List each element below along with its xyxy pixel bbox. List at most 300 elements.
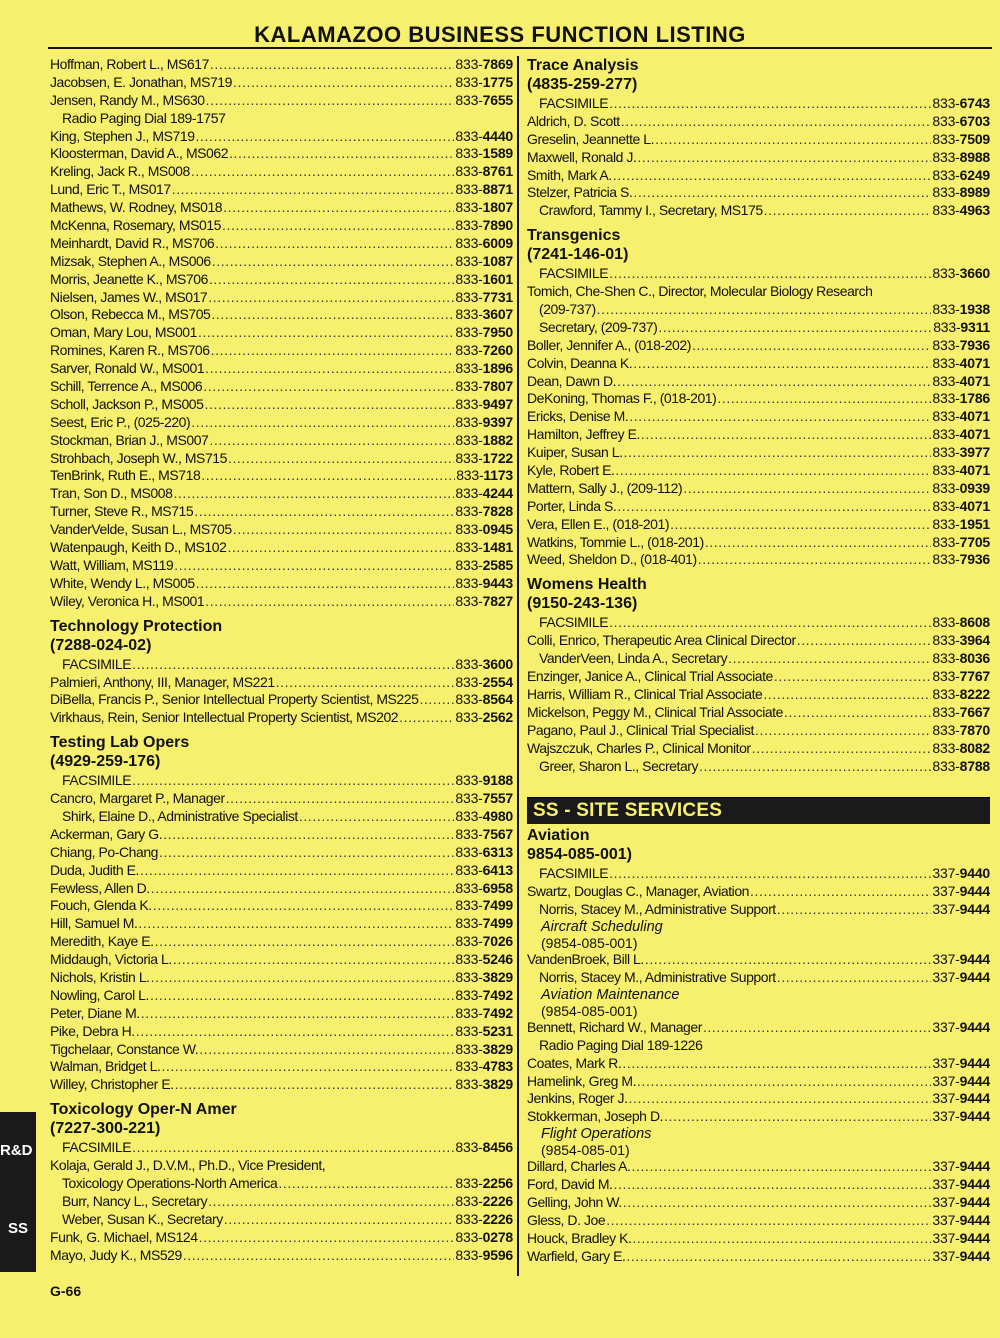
phone-number: 6743 (959, 95, 990, 111)
dot-leader (699, 758, 931, 776)
phone-prefix: 833- (455, 413, 483, 430)
dot-leader (597, 301, 932, 319)
dot-leader (183, 1247, 455, 1265)
dot-leader (208, 289, 454, 307)
dot-leader (161, 1058, 454, 1076)
entry-name: Bennett, Richard W., Manager (527, 1018, 702, 1035)
entry-phone (455, 539, 513, 557)
phone-prefix: 337- (932, 968, 960, 985)
dot-leader (205, 593, 454, 611)
entry-name: Nichols, Kristin L. (50, 968, 150, 985)
phone-number: 2226 (482, 1192, 513, 1209)
directory-entry (50, 414, 513, 432)
entry-name: Romines, Karen R., MS706 (50, 342, 210, 359)
entry-name: Harris, William R., Clinical Trial Associate (527, 685, 763, 702)
entry-phone (455, 199, 513, 217)
entry-phone (455, 1076, 513, 1094)
entry-phone (455, 485, 513, 503)
directory-entry (50, 691, 513, 709)
entry-phone (455, 772, 513, 790)
directory-entry (527, 390, 990, 408)
entry-name: Pagano, Paul J., Clinical Trial Specialist (527, 721, 754, 738)
entry-note: Radio Paging Dial 189-1226 (539, 1036, 703, 1053)
entry-phone (455, 360, 513, 378)
phone-prefix: 833- (455, 790, 483, 807)
phone-prefix: 833- (455, 56, 483, 72)
dot-leader (764, 202, 932, 220)
phone-number: 8788 (959, 757, 990, 774)
dot-leader (752, 740, 932, 758)
phone-prefix: 833- (455, 574, 483, 591)
phone-number: 2562 (482, 709, 513, 726)
directory-entry (527, 184, 990, 202)
entry-name: Secretary, (209-737) (539, 318, 658, 335)
entry-name: Watt, William, MS119 (50, 556, 174, 573)
directory-entry (527, 319, 990, 337)
phone-number: 7828 (482, 503, 513, 520)
phone-prefix: 833- (455, 163, 483, 180)
entry-name: Duda, Judith E. (50, 861, 139, 878)
dot-leader (637, 149, 931, 167)
phone-number: 3829 (482, 1040, 513, 1057)
dot-leader (203, 378, 454, 396)
directory-entry (527, 722, 990, 740)
phone-prefix: 833- (455, 270, 483, 287)
entry-name: Watenpaugh, Keith D., MS102 (50, 539, 227, 556)
phone-prefix: 833- (456, 467, 484, 484)
entry-phone (455, 1139, 513, 1157)
directory-entry (527, 901, 990, 919)
entry-name: FACSIMILE (539, 95, 609, 111)
phone-prefix: 833- (455, 709, 483, 726)
directory-entry (527, 265, 990, 283)
entry-phone (455, 306, 513, 324)
phone-prefix: 833- (455, 951, 483, 968)
phone-number: 9188 (482, 772, 513, 789)
entry-phone (932, 951, 990, 969)
phone-number: 7492 (482, 1004, 513, 1021)
phone-number: 7705 (959, 533, 990, 550)
phone-prefix: 833- (932, 479, 960, 496)
entry-phone (455, 987, 513, 1005)
entry-phone (932, 1055, 990, 1073)
entry-phone (455, 217, 513, 235)
phone-number: 8871 (482, 181, 513, 198)
directory-entry (50, 450, 513, 468)
phone-prefix: 833- (455, 360, 483, 377)
directory-entry (527, 534, 990, 552)
dot-leader (717, 390, 931, 408)
dot-leader (208, 1193, 454, 1211)
phone-number: 4071 (959, 408, 990, 425)
phone-number: 1786 (959, 390, 990, 407)
phone-prefix: 833- (455, 772, 483, 789)
entry-name: McKenna, Rosemary, MS015 (50, 217, 222, 234)
phone-prefix: 833- (932, 112, 960, 129)
entry-name: Seest, Eric P., (025-220) (50, 413, 191, 430)
phone-number: 9444 (959, 1090, 990, 1107)
directory-entry (527, 301, 990, 319)
entry-name: Pike, Debra H. (50, 1022, 135, 1039)
entry-phone (455, 691, 513, 709)
directory-entry (50, 503, 513, 521)
entry-phone (932, 202, 990, 220)
dot-leader (226, 790, 455, 808)
dot-leader (797, 632, 932, 650)
directory-entry (50, 92, 513, 110)
entry-name: Houck, Bradley K. (527, 1229, 632, 1246)
section-banner: SS - SITE SERVICES (527, 797, 990, 824)
dot-leader (299, 808, 455, 826)
entry-name: Smith, Mark A. (527, 166, 612, 183)
dot-leader (777, 901, 932, 919)
phone-number: 4071 (959, 497, 990, 514)
entry-name: Tigchelaar, Constance W. (50, 1040, 199, 1057)
phone-number: 1481 (482, 539, 513, 556)
dot-leader (227, 539, 454, 557)
phone-number: 9444 (959, 1176, 990, 1193)
phone-prefix: 833- (455, 986, 483, 1003)
dot-leader (606, 1212, 931, 1230)
phone-prefix: 833- (455, 897, 483, 914)
dot-leader (705, 534, 932, 552)
dot-leader (228, 450, 454, 468)
dot-leader (692, 337, 931, 355)
entry-phone (455, 450, 513, 468)
phone-number: 8761 (482, 163, 513, 180)
phone-number: 6413 (482, 861, 513, 878)
directory-entry (50, 253, 513, 271)
directory-entry (50, 1041, 513, 1059)
dot-leader (399, 709, 454, 727)
entry-phone (932, 462, 990, 480)
phone-prefix: 833- (455, 691, 483, 708)
directory-entry (527, 1090, 990, 1108)
phone-prefix: 337- (932, 1193, 960, 1210)
entry-phone (455, 575, 513, 593)
left-column (50, 56, 513, 1264)
department-code: (4835-259-277) (527, 76, 638, 93)
entry-phone (455, 1005, 513, 1023)
entry-name: Peter, Diane M. (50, 1004, 140, 1021)
entry-name: Hamilton, Jeffrey E. (527, 426, 640, 443)
dot-leader (784, 704, 931, 722)
directory-entry (527, 480, 990, 498)
directory-entry (527, 426, 990, 444)
entry-name: Cancro, Margaret P., Manager (50, 790, 225, 807)
phone-prefix: 833- (932, 390, 960, 407)
directory-entry (50, 163, 513, 181)
entry-name: Warfield, Gary E. (527, 1247, 626, 1264)
entry-phone (932, 1248, 990, 1266)
directory-entry (527, 632, 990, 650)
entry-name: FACSIMILE (62, 772, 132, 789)
dot-leader (755, 722, 931, 740)
directory-entry (50, 1023, 513, 1041)
entry-name: Shirk, Elaine D., Administrative Specialist (62, 807, 298, 824)
directory-entry (50, 485, 513, 503)
entry-phone (932, 426, 990, 444)
phone-prefix: 833- (455, 181, 483, 198)
directory-entry (527, 408, 990, 426)
phone-number: 9444 (959, 1158, 990, 1175)
entry-name: Stelzer, Patricia S. (527, 184, 633, 201)
directory-entry (527, 883, 990, 901)
entry-name: Porter, Linda S. (527, 497, 617, 514)
phone-prefix: 833- (455, 1210, 483, 1227)
entry-name: Scholl, Jackson P., MS005 (50, 395, 204, 412)
directory-entry (50, 56, 513, 74)
directory-entry (527, 969, 990, 987)
dot-leader (637, 1073, 931, 1091)
dot-leader (136, 1023, 455, 1041)
directory-entry (50, 217, 513, 235)
phone-number: 9444 (959, 1018, 990, 1035)
entry-phone (932, 1212, 990, 1230)
entry-name: Ford, David M. (527, 1176, 613, 1193)
dot-leader (624, 444, 932, 462)
subdepartment-heading: Aviation Maintenance (541, 986, 680, 1003)
entry-name: Watkins, Tommie L., (018-201) (527, 533, 704, 550)
phone-number: 8082 (959, 739, 990, 756)
entry-phone (932, 632, 990, 650)
entry-name: Mayo, Judy K., MS529 (50, 1246, 182, 1263)
directory-entry (50, 933, 513, 951)
department-code: (7227-300-221) (50, 1120, 161, 1138)
phone-prefix: 833- (455, 485, 483, 502)
phone-prefix: 833- (455, 1076, 483, 1093)
directory-entry (50, 289, 513, 307)
entry-name: Dean, Dawn D. (527, 372, 617, 389)
entry-phone (455, 951, 513, 969)
phone-number: 6249 (959, 166, 990, 183)
dot-leader (613, 167, 932, 185)
entry-phone (932, 668, 990, 686)
entry-phone (455, 289, 513, 307)
phone-number: 9311 (960, 318, 990, 335)
entry-name: Burr, Nancy L., Secretary (62, 1192, 208, 1209)
dot-leader (609, 614, 931, 632)
entry-name: Mathews, W. Rodney, MS018 (50, 199, 223, 216)
dot-leader (614, 1176, 932, 1194)
directory-entry (527, 951, 990, 969)
dot-leader (629, 408, 931, 426)
entry-name: Maxwell, Ronald J. (527, 148, 637, 165)
phone-prefix: 833- (455, 592, 483, 609)
entry-name: Stokkerman, Joseph D. (527, 1108, 664, 1125)
entry-phone (455, 1041, 513, 1059)
entry-name: Nielsen, James W., MS017 (50, 288, 208, 305)
entry-phone (455, 432, 513, 450)
phone-prefix: 833- (455, 217, 483, 234)
phone-number: 4071 (959, 354, 990, 371)
directory-entry (527, 516, 990, 534)
phone-number: 7827 (482, 592, 513, 609)
phone-number: 7950 (482, 324, 513, 341)
subdepartment-heading: Aircraft Scheduling (541, 919, 663, 936)
department-heading: Womens Health (527, 576, 647, 594)
entry-name: Mickelson, Peggy M., Clinical Trial Associate (527, 703, 783, 720)
directory-entry (50, 826, 513, 844)
directory-entry (527, 149, 990, 167)
dot-leader (196, 575, 455, 593)
directory-entry (527, 95, 990, 113)
phone-prefix: 833- (455, 933, 483, 950)
phone-number: 1722 (482, 449, 513, 466)
phone-prefix: 833- (455, 342, 483, 359)
directory-entry (50, 1229, 513, 1247)
dot-leader (278, 1175, 454, 1193)
dot-leader (173, 485, 454, 503)
entry-phone (932, 1019, 990, 1037)
entry-name: Gelling, John W. (527, 1193, 622, 1210)
entry-name: Fewless, Allen D. (50, 879, 150, 896)
directory-entry (50, 951, 513, 969)
dot-leader (632, 1230, 931, 1248)
department-heading: Toxicology Oper-N Amer (50, 1101, 237, 1119)
entry-phone (932, 167, 990, 185)
entry-name: Jensen, Randy M., MS630 (50, 91, 205, 108)
entry-phone (932, 444, 990, 462)
directory-entry (50, 128, 513, 146)
entry-name: Toxicology Operations-North America (62, 1174, 278, 1191)
dot-leader (191, 414, 454, 432)
phone-number: 4071 (959, 372, 990, 389)
entry-name: Weber, Susan K., Secretary (62, 1210, 223, 1227)
directory-entry (527, 498, 990, 516)
dot-leader (138, 915, 454, 933)
phone-number: 2585 (482, 556, 513, 573)
phone-prefix: 833- (455, 1228, 483, 1245)
entry-phone (455, 1211, 513, 1229)
phone-number: 6958 (482, 879, 513, 896)
dot-leader (212, 253, 455, 271)
entry-phone (455, 235, 513, 253)
phone-prefix: 833- (932, 650, 960, 667)
phone-number: 8988 (959, 148, 990, 165)
department-code: (4929-259-176) (50, 753, 161, 771)
entry-name: Enzinger, Janice A., Clinical Trial Associate (527, 668, 773, 685)
entry-phone (455, 396, 513, 414)
directory-entry (50, 897, 513, 915)
dot-leader (632, 1158, 932, 1176)
entry-name: Mattern, Sally J., (209-112) (527, 479, 683, 496)
entry-name: King, Stephen J., MS719 (50, 127, 195, 144)
subdepartment-heading: Flight Operations (541, 1126, 652, 1143)
entry-phone (455, 378, 513, 396)
phone-number: 0278 (482, 1228, 513, 1245)
phone-number: 1896 (482, 360, 513, 377)
entry-phone (455, 880, 513, 898)
entry-phone (932, 184, 990, 202)
entry-phone (455, 790, 513, 808)
entry-phone (932, 865, 990, 883)
directory-entry (50, 862, 513, 880)
phone-prefix: 337- (932, 1176, 960, 1193)
phone-number: 3660 (959, 265, 990, 282)
dot-leader (763, 686, 931, 704)
phone-number: 4440 (482, 127, 513, 144)
entry-name: Mizsak, Stephen A., MS006 (50, 252, 211, 269)
phone-prefix: 833- (455, 127, 483, 144)
entry-phone (932, 498, 990, 516)
entry-name: Kloosterman, David A., MS062 (50, 145, 229, 162)
dot-leader (615, 462, 931, 480)
tab-ss-label: SS (8, 1220, 29, 1237)
entry-name: FACSIMILE (539, 865, 609, 882)
directory-entry (50, 1058, 513, 1076)
phone-prefix: 833- (455, 1058, 483, 1075)
entry-name: Stockman, Brian J., MS007 (50, 431, 209, 448)
entry-name: Ericks, Denise M. (527, 408, 629, 425)
dot-leader (670, 516, 931, 534)
entry-phone (455, 56, 513, 74)
directory-entry (50, 915, 513, 933)
phone-prefix: 833- (932, 426, 960, 443)
entry-phone (932, 516, 990, 534)
entry-name: Jenkins, Roger J. (527, 1090, 628, 1107)
phone-number: 7667 (959, 703, 990, 720)
directory-entry (527, 1108, 990, 1126)
directory-entry (50, 396, 513, 414)
phone-number: 7492 (482, 986, 513, 1003)
dot-leader (276, 674, 455, 692)
directory-entry (50, 808, 513, 826)
entry-phone (455, 656, 513, 674)
phone-prefix: 833- (455, 843, 483, 860)
phone-number: 1173 (483, 467, 513, 484)
entry-phone (455, 145, 513, 163)
entry-phone (455, 271, 513, 289)
entry-phone (932, 131, 990, 149)
phone-prefix: 833- (455, 306, 483, 323)
phone-number: 1601 (482, 270, 513, 287)
entry-note: Tomich, Che-Shen C., Director, Molecular Biology Research (527, 283, 873, 300)
dot-leader (151, 969, 455, 987)
entry-name: Fouch, Glenda K. (50, 897, 152, 914)
dot-leader (205, 360, 454, 378)
department-heading: Transgenics (527, 227, 621, 245)
subdepartment-code: (9854-085-01) (541, 1142, 630, 1159)
phone-prefix: 833- (932, 721, 960, 738)
entry-name: Greer, Sharon L., Secretary (539, 757, 699, 774)
phone-prefix: 833- (455, 324, 483, 341)
phone-number: 7655 (482, 91, 513, 108)
entry-phone (932, 1158, 990, 1176)
department-heading: Testing Lab Opers (50, 734, 190, 752)
phone-number: 7260 (482, 342, 513, 359)
dot-leader (199, 1041, 454, 1059)
directory-entry (527, 1194, 990, 1212)
phone-prefix: 833- (455, 91, 483, 108)
directory-entry (527, 462, 990, 480)
directory-entry (50, 199, 513, 217)
phone-number: 9440 (959, 865, 990, 882)
entry-name: Kreling, Jack R., MS008 (50, 163, 190, 180)
dot-leader (774, 668, 932, 686)
phone-number: 9444 (959, 1211, 990, 1228)
entry-name: Wajszczuk, Charles P., Clinical Monitor (527, 739, 751, 756)
dot-leader (655, 131, 931, 149)
entry-phone (455, 862, 513, 880)
entry-phone (455, 933, 513, 951)
directory-entry (527, 551, 990, 569)
page-title: KALAMAZOO BUSINESS FUNCTION LISTING (254, 22, 746, 47)
phone-number: 7567 (482, 825, 513, 842)
entry-phone (455, 1023, 513, 1041)
directory-entry (527, 131, 990, 149)
dot-leader (609, 865, 931, 883)
